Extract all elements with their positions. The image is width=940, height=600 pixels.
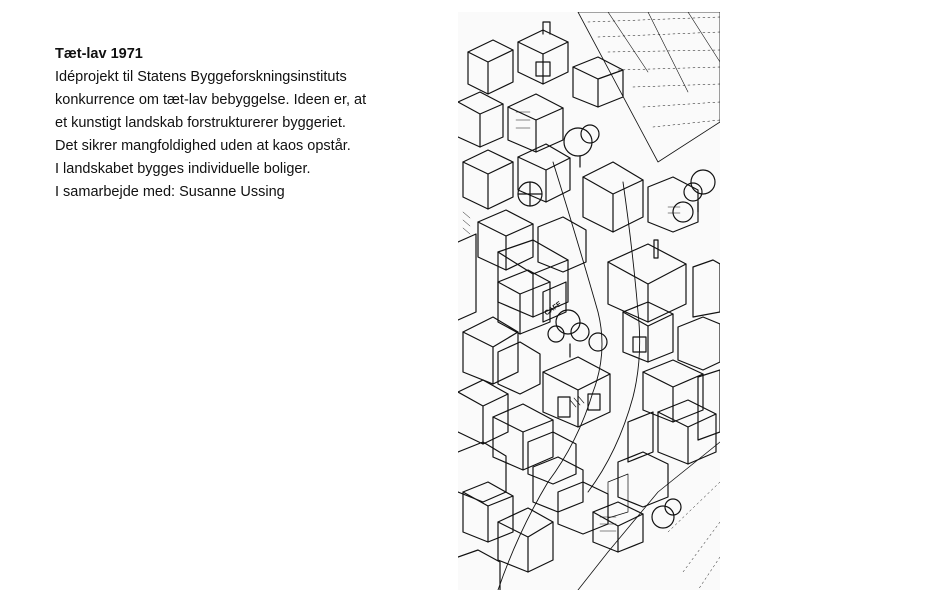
- description-line-3: et kunstigt landskab forstrukturerer byggeriet.: [55, 115, 346, 131]
- aerial-sketch-drawing: [458, 12, 720, 590]
- description-line-2: konkurrence om tæt-lav bebyggelse. Ideen er, at: [55, 92, 367, 108]
- sketch-svg: [458, 12, 720, 590]
- description-line-4: Det sikrer mangfoldighed uden at kaos opstår.: [55, 138, 351, 154]
- collaboration-line: I samarbejde med: Susanne Ussing: [55, 184, 285, 200]
- cafe-sign-text: CAFE: [543, 300, 564, 318]
- description-line-5: I landskabet bygges individuelle boliger.: [55, 161, 311, 177]
- project-description: [55, 43, 435, 204]
- description-line-1: Idéprojekt til Statens Byggeforskningsinstituts: [55, 69, 347, 85]
- project-title: Tæt-lav 1971: [55, 46, 143, 62]
